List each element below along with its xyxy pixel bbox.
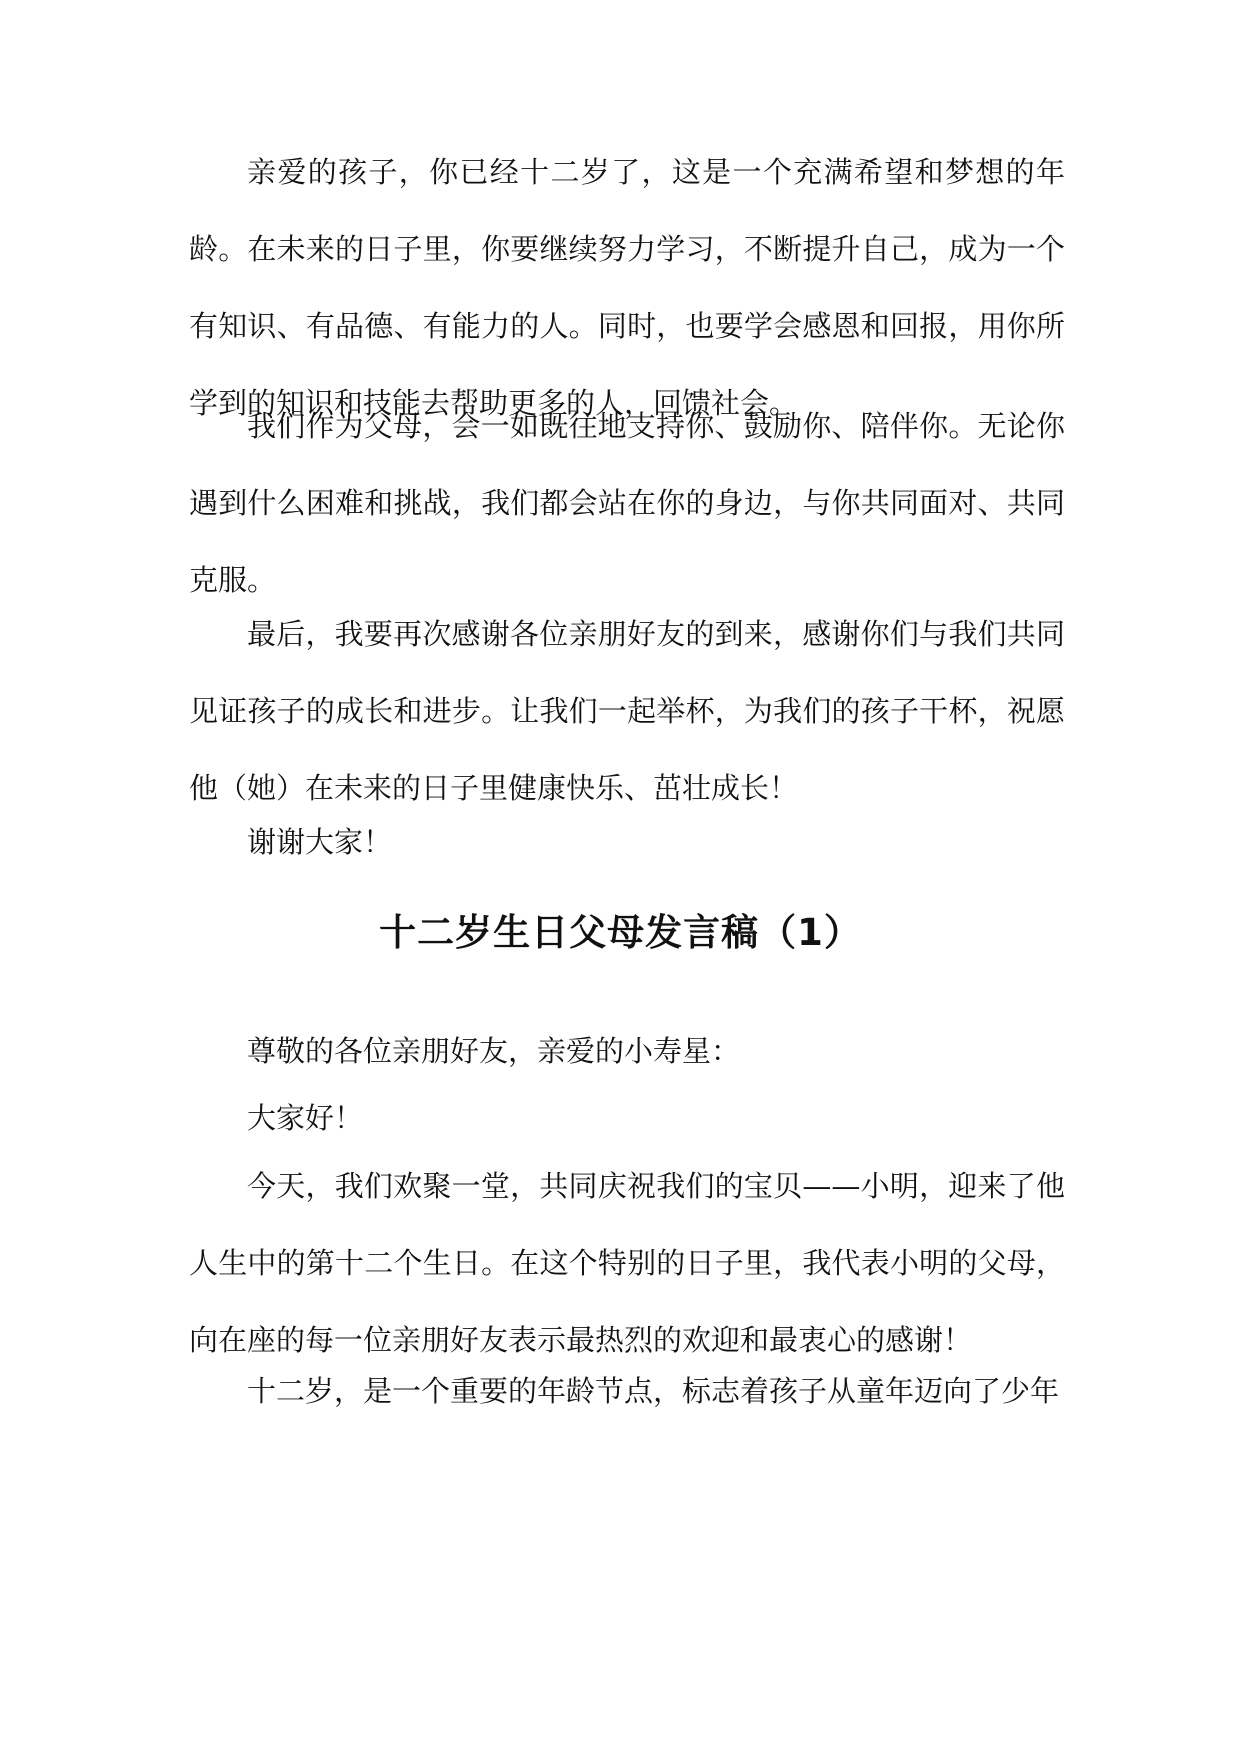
paragraph-welcome: 今天，我们欢聚一堂，共同庆祝我们的宝贝——小明，迎来了他人生中的第十二个生日。在这个特别的日子里，我代表小明的父母，向在座的每一位亲朋好友表示最热烈的欢迎和最衷心的感谢！ bbox=[189, 1169, 1065, 1357]
paragraph-closing-toast: 最后，我要再次感谢各位亲朋好友的到来，感谢你们与我们共同见证孩子的成长和进步。让我们一起举杯，为我们的孩子干杯，祝愿他（她）在未来的日子里健康快乐、茁壮成长！ bbox=[189, 617, 1065, 805]
paragraph-thanks: 谢谢大家！ bbox=[247, 825, 393, 859]
section-title: 十二岁生日父母发言稿（1） bbox=[379, 911, 862, 954]
paragraph-parents-support: 我们作为父母，会一如既往地支持你、鼓励你、陪伴你。无论你遇到什么困难和挑战，我们都会站在你的身边，与你共同面对、共同克服。 bbox=[189, 409, 1065, 597]
paragraph-growth-wishes: 亲爱的孩子，你已经十二岁了，这是一个充满希望和梦想的年龄。在未来的日子里，你要继续努力学习，不断提升自己，成为一个有知识、有品德、有能力的人。同时，也要学会感恩和回报，用你所学到的知识和技能去帮助更多的人，回馈社会。 bbox=[189, 155, 1065, 420]
paragraph-greeting: 大家好！ bbox=[247, 1101, 364, 1135]
paragraph-salutation: 尊敬的各位亲朋好友，亲爱的小寿星： bbox=[247, 1034, 741, 1068]
paragraph-twelve-years: 十二岁，是一个重要的年龄节点，标志着孩子从童年迈向了少年 bbox=[247, 1374, 1060, 1408]
